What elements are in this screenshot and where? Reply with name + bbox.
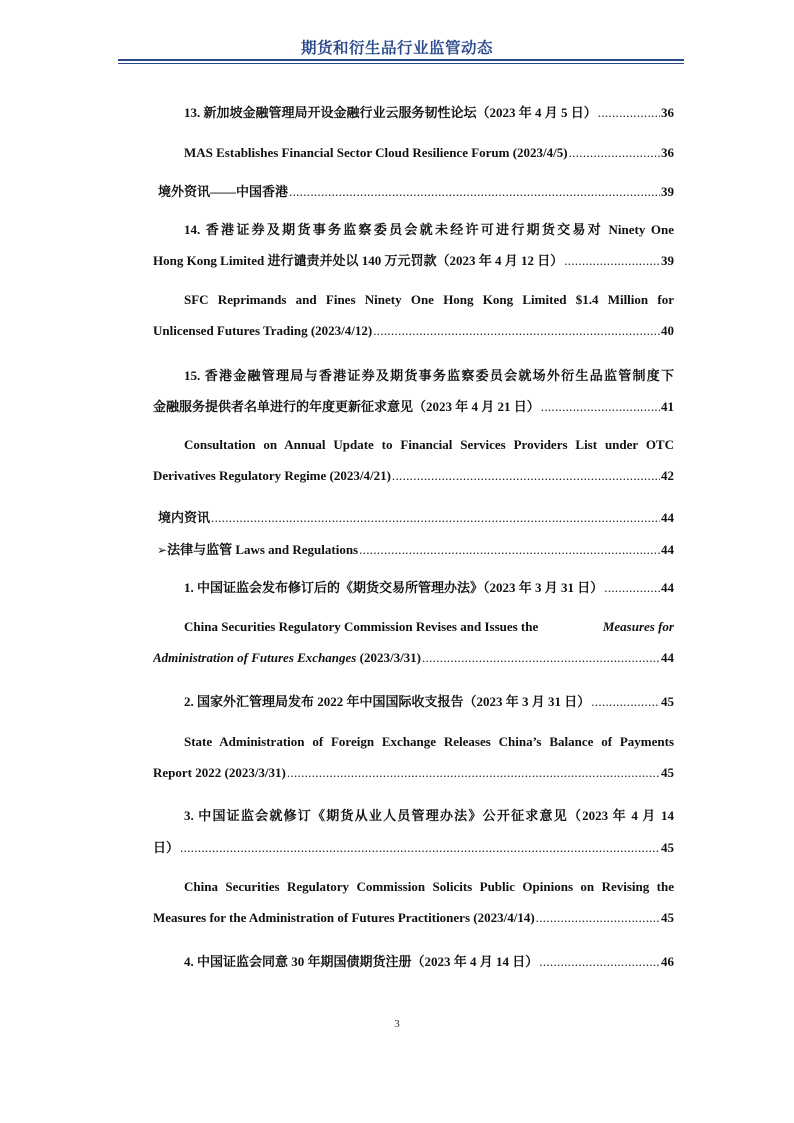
- toc-entry-title-cont: Report 2022 (2023/3/31): [153, 765, 286, 780]
- toc-dot-leader: [289, 184, 660, 200]
- toc-page-number: 41: [661, 399, 674, 414]
- toc-page-number: 42: [661, 468, 674, 483]
- toc-dot-leader: [287, 765, 660, 781]
- toc-entry-title: 13. 新加坡金融管理局开设金融行业云服务韧性论坛（2023 年 4 月 5 日）: [184, 105, 597, 120]
- toc-entry-title-italic: Administration of Futures Exchanges: [153, 650, 357, 665]
- toc-dot-leader: [569, 145, 660, 161]
- toc-dot-leader: [359, 542, 660, 558]
- toc-entry-title: China Securities Regulatory Commission Solicits Public Opinions on Revising the: [184, 879, 674, 894]
- toc-entry-title-cont: (2023/3/31): [356, 650, 422, 665]
- toc-entry-title-italic: Measures for: [602, 619, 674, 634]
- header-rule-thin: [118, 63, 684, 64]
- toc-page-number: 36: [661, 105, 674, 120]
- toc-page-number: 45: [661, 910, 674, 925]
- toc-entry-title: 4. 中国证监会同意 30 年期国债期货注册（2023 年 4 月 14 日）: [184, 954, 539, 969]
- toc-dot-leader: [536, 910, 660, 926]
- toc-dot-leader: [564, 253, 660, 269]
- page-number: 3: [394, 1018, 400, 1030]
- toc-page-number: 39: [661, 253, 674, 268]
- toc-entry-title: State Administration of Foreign Exchange Releases China’s Balance of Payments: [184, 734, 674, 749]
- toc-page-number: 44: [661, 542, 674, 557]
- toc-page-number: 36: [661, 145, 674, 160]
- arrow-bullet-icon: ➢: [157, 543, 168, 557]
- toc-page-number: 45: [661, 765, 674, 780]
- toc-entry-15-en-line2[interactable]: [153, 468, 674, 490]
- toc-entry-title-cont: 金融服务提供者名单进行的年度更新征求意见（2023 年 4 月 21 日）: [153, 399, 540, 414]
- toc-dot-leader: [180, 840, 660, 856]
- toc-section-hong-kong[interactable]: [153, 181, 674, 203]
- header-title: 期货和衍生品行业监管动态: [300, 39, 493, 57]
- toc-dot-leader: [541, 399, 660, 415]
- toc-entry-d2[interactable]: [153, 691, 674, 713]
- toc-dot-leader: [539, 954, 660, 970]
- toc-page-number: 46: [661, 954, 674, 969]
- toc-dot-leader: [591, 694, 660, 710]
- toc-entry-title: 2. 国家外汇管理局发布 2022 年中国国际收支报告（2023 年 3 月 31 日）: [184, 694, 591, 709]
- toc-subsection-laws[interactable]: [153, 539, 674, 561]
- toc-entry-d3-en-line2[interactable]: [153, 910, 674, 932]
- toc-dot-leader: [373, 323, 660, 339]
- toc-entry-title-cont: Derivatives Regulatory Regime (2023/4/21): [153, 468, 391, 483]
- toc-entry-title: MAS Establishes Financial Sector Cloud Resilience Forum (2023/4/5): [184, 145, 568, 160]
- toc-entry-title: 3. 中国证监会就修订《期货从业人员管理办法》公开征求意见（2023 年 4 月 14: [184, 808, 674, 823]
- toc-entry-title: 15. 香港金融管理局与香港证券及期货事务监察委员会就场外衍生品监管制度下: [184, 368, 674, 383]
- toc-entry-14-line1[interactable]: [153, 219, 674, 241]
- toc-entry-d1-en-line1[interactable]: [153, 619, 674, 641]
- toc-entry-d2-en-line1[interactable]: [153, 734, 674, 756]
- toc-entry-title-cont: Hong Kong Limited 进行谴责并处以 140 万元罚款（2023 年 4 月 12 日）: [153, 253, 564, 268]
- toc-entry-d2-en-line2[interactable]: [153, 765, 674, 787]
- toc-page-number: 44: [661, 580, 674, 595]
- toc-section-domestic[interactable]: [153, 507, 674, 529]
- toc-entry-15-en-line1[interactable]: [153, 437, 674, 459]
- toc-entry-d3-line1[interactable]: [153, 805, 674, 827]
- toc-subsection-title: 法律与监管 Laws and Regulations: [167, 542, 359, 557]
- toc-entry-title: China Securities Regulatory Commission Revises and Issues the: [184, 619, 539, 634]
- toc-entry-title: 14. 香港证券及期货事务监察委员会就未经许可进行期货交易对 Ninety One: [184, 222, 674, 237]
- toc-entry-d1[interactable]: [153, 577, 674, 599]
- toc-dot-leader: [604, 580, 660, 596]
- toc-entry-15-line2[interactable]: [153, 396, 674, 418]
- toc-page-number: 45: [661, 694, 674, 709]
- toc-page-number: 44: [661, 650, 674, 665]
- toc-entry-13-en[interactable]: [153, 145, 674, 167]
- toc-entry-d1-en-line2[interactable]: [153, 650, 674, 672]
- toc-page-number: 39: [661, 184, 674, 199]
- toc-dot-leader: [422, 650, 660, 666]
- toc-entry-d4[interactable]: [153, 951, 674, 973]
- toc-page-number: 44: [661, 510, 674, 525]
- toc-section-title: 境内资讯: [158, 510, 211, 525]
- toc-section-title: 境外资讯——中国香港: [158, 184, 289, 199]
- toc-page-number: 45: [661, 840, 674, 855]
- toc-entry-title: 1. 中国证监会发布修订后的《期货交易所管理办法》（2023 年 3 月 31 日）: [184, 580, 604, 595]
- toc-page-number: 40: [661, 323, 674, 338]
- toc-entry-13[interactable]: [153, 102, 674, 124]
- toc-dot-leader: [598, 105, 660, 121]
- header-rule-thick: [118, 59, 684, 61]
- toc-dot-leader: [211, 510, 660, 526]
- toc-entry-title: Consultation on Annual Update to Financial Services Providers List under OTC: [184, 437, 674, 452]
- toc-entry-d3-line2[interactable]: [153, 837, 674, 859]
- toc-entry-title-cont: Unlicensed Futures Trading (2023/4/12): [153, 323, 373, 338]
- toc-entry-14-line2[interactable]: [153, 250, 674, 272]
- toc-entry-14-en-line2[interactable]: [153, 323, 674, 345]
- toc-entry-14-en-line1[interactable]: [153, 292, 674, 314]
- toc-dot-leader: [392, 468, 660, 484]
- toc-entry-title-cont: 日）: [153, 840, 180, 855]
- toc-entry-title: SFC Reprimands and Fines Ninety One Hong Kong Limited $1.4 Million for: [184, 292, 674, 307]
- toc-entry-15-line1[interactable]: [153, 365, 674, 387]
- toc-entry-d3-en-line1[interactable]: [153, 879, 674, 901]
- toc-entry-title-cont: Measures for the Administration of Futures Practitioners (2023/4/14): [153, 910, 535, 925]
